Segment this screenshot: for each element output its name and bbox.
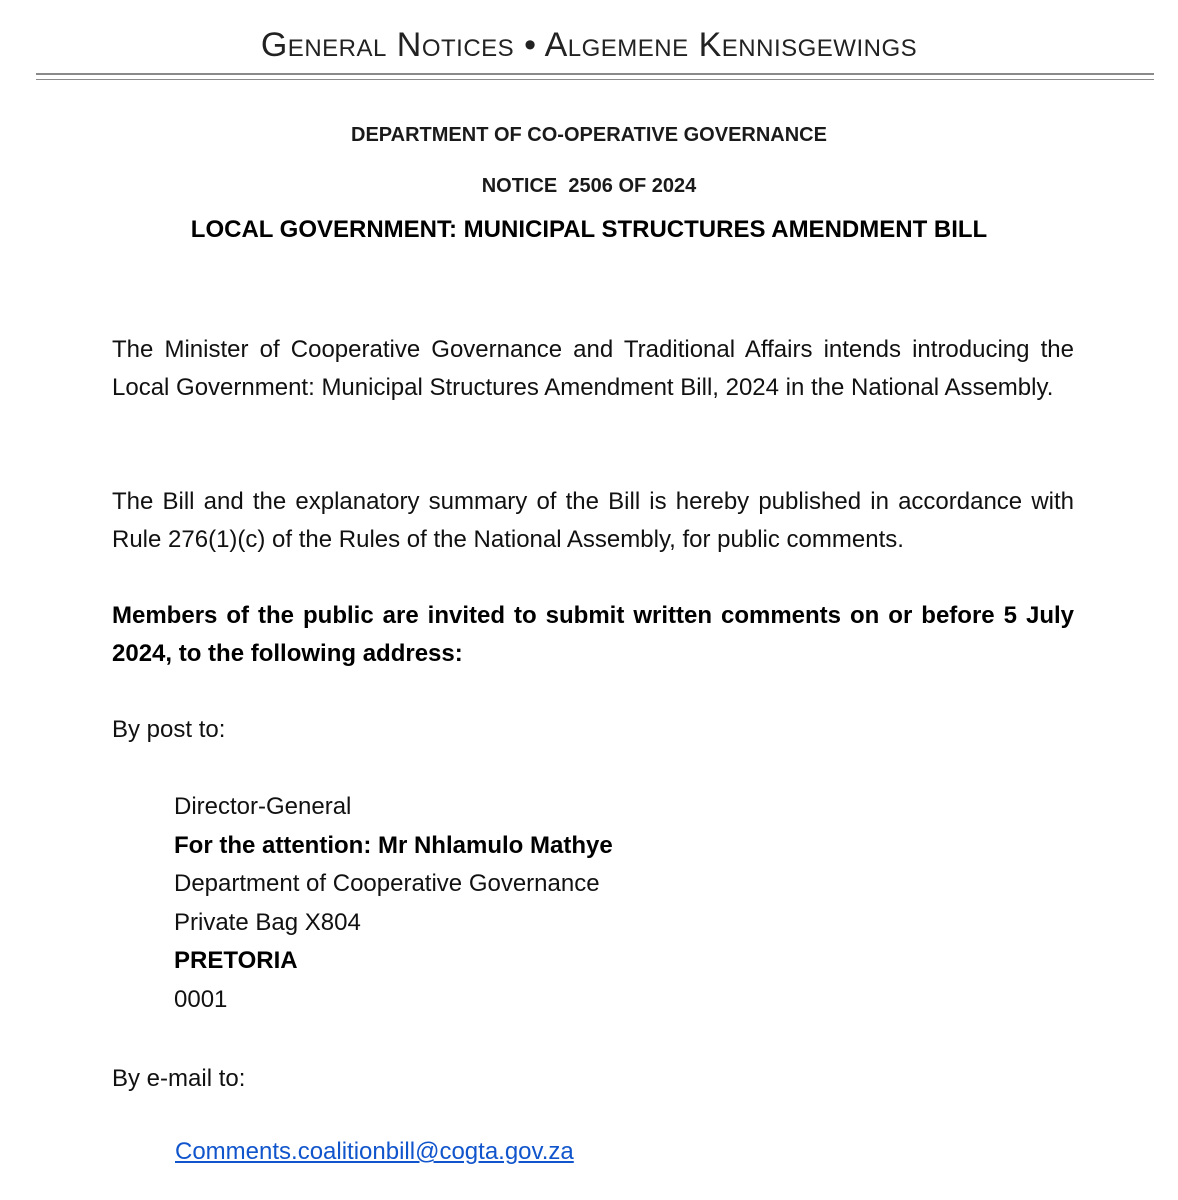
- department-heading: DEPARTMENT OF CO-OPERATIVE GOVERNANCE: [351, 124, 827, 146]
- postal-address: [174, 788, 613, 1019]
- comments-email-link[interactable]: Comments.coalitionbill@cogta.gov.za: [175, 1138, 574, 1165]
- by-post-label: By post to:: [112, 716, 226, 743]
- address-line-department: Department of Cooperative Governance: [174, 870, 600, 897]
- header-rule-bottom: [36, 79, 1154, 80]
- address-line-private-bag: Private Bag X804: [174, 908, 361, 936]
- page-header: General Notices • Algemene Kennisgewings: [260, 26, 918, 64]
- by-email-label: By e-mail to:: [112, 1065, 246, 1092]
- address-line-postal-code: 0001: [174, 985, 228, 1013]
- address-line-city: PRETORIA: [174, 947, 298, 974]
- bill-title: LOCAL GOVERNMENT: MUNICIPAL STRUCTURES AMENDMENT BILL: [190, 216, 988, 243]
- address-line-recipient: Director-General: [174, 793, 352, 820]
- comments-invitation-paragraph: Members of the public are invited to submit written comments on or before 5 July 2024, to the following address:: [112, 602, 1074, 667]
- header-rule-top: [36, 73, 1154, 75]
- address-line-attention: For the attention: Mr Nhlamulo Mathye: [174, 831, 613, 859]
- publication-paragraph: The Bill and the explanatory summary of the Bill is hereby published in accordance with Rule 276(1)(c) of the Rules of the National Assembly, for public comments.: [112, 488, 1074, 553]
- notice-number: NOTICE 2506 OF 2024: [481, 175, 697, 197]
- intro-paragraph: The Minister of Cooperative Governance and Traditional Affairs intends introducing the Local Government: Municipal Structures Amendment Bill, 2024 in the National Assembly.: [112, 336, 1074, 401]
